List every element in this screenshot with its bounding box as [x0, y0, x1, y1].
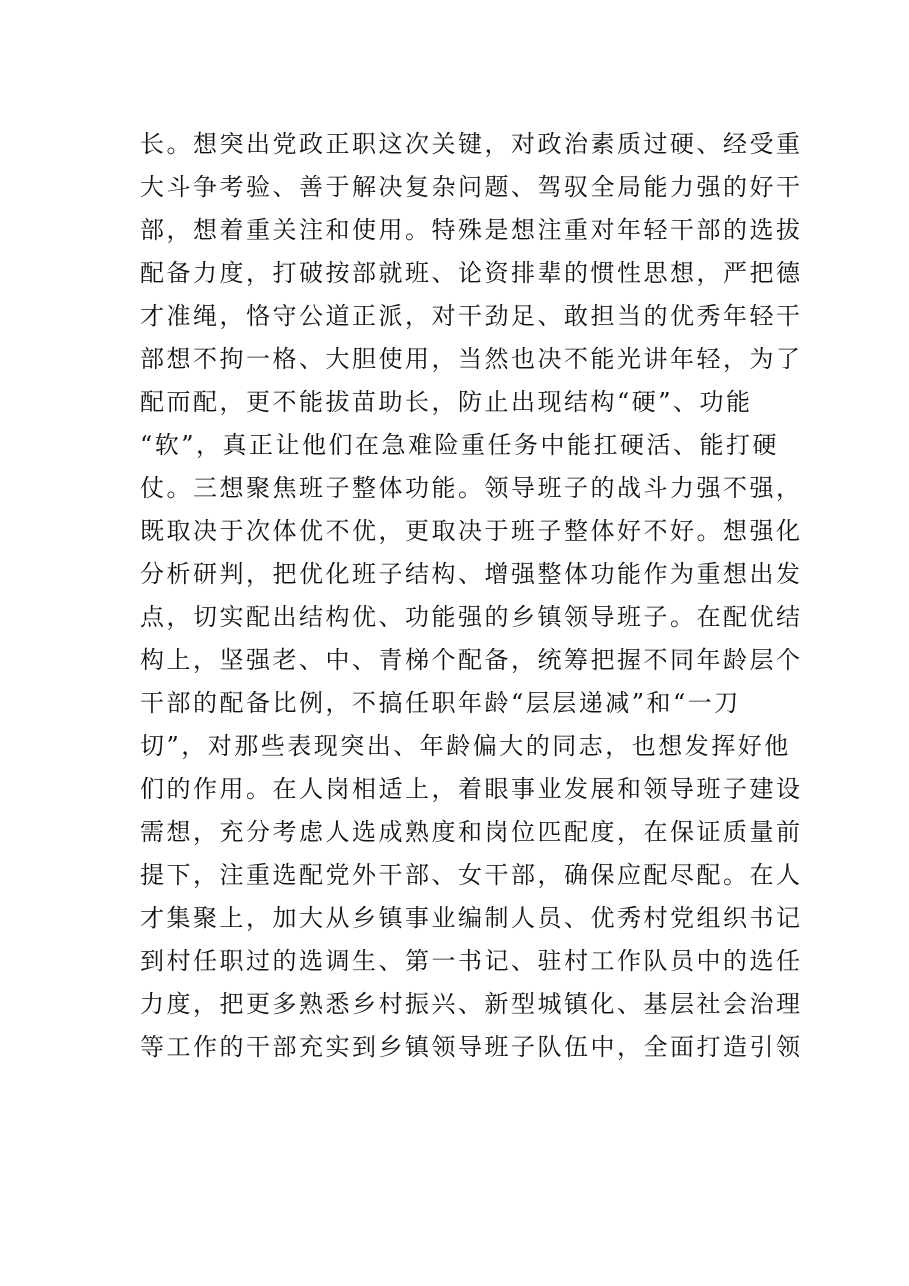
text-line: “软”，真正让他们在急难险重任务中能扛硬活、能打硬: [140, 431, 780, 459]
text-line: 干部的配备比例，不搞任职年龄“层层递减”和“一刀: [140, 689, 741, 717]
text-line: 力度，把更多熟悉乡村振兴、新型城镇化、基层社会治理: [140, 990, 803, 1018]
text-line: 才准绳，恪守公道正派，对干劲足、敢担当的优秀年轻干: [140, 302, 803, 330]
text-line: 部，想着重关注和使用。特殊是想注重对年轻干部的选拔: [140, 216, 803, 244]
text-line: 需想，充分考虑人选成熟度和岗位匹配度，在保证质量前: [140, 818, 803, 846]
text-line: 既取决于次体优不优，更取决于班子整体好不好。想强化: [140, 517, 803, 545]
text-line: 大斗争考验、善于解决复杂问题、驾驭全局能力强的好干: [140, 173, 803, 201]
text-line: 部想不拘一格、大胆使用，当然也决不能光讲年轻，为了: [140, 345, 803, 373]
text-line: 提下，注重选配党外干部、女干部，确保应配尽配。在人: [140, 861, 803, 889]
text-line: 点，切实配出结构优、功能强的乡镇领导班子。在配优结: [140, 603, 803, 631]
text-line: 切”，对那些表现突出、年龄偏大的同志，也想发挥好他: [140, 732, 791, 760]
text-line: 们的作用。在人岗相适上，着眼事业发展和领导班子建设: [140, 775, 803, 803]
text-line: 配而配，更不能拔苗助长，防止出现结构“硬”、功能: [140, 388, 753, 416]
text-line: 仗。三想聚焦班子整体功能。领导班子的战斗力强不强，: [140, 474, 803, 502]
text-line: 构上，坚强老、中、青梯个配备，统筹把握不同年龄层个: [140, 646, 803, 674]
text-line: 长。想突出党政正职这次关键，对政治素质过硬、经受重: [140, 130, 803, 158]
text-line: 到村任职过的选调生、第一书记、驻村工作队员中的选任: [140, 947, 803, 975]
text-line: 等工作的干部充实到乡镇领导班子队伍中，全面打造引领: [140, 1033, 803, 1061]
text-line: 才集聚上，加大从乡镇事业编制人员、优秀村党组织书记: [140, 904, 803, 932]
text-line: 分析研判，把优化班子结构、增强整体功能作为重想出发: [140, 560, 803, 588]
body-text: [140, 123, 803, 1069]
text-line: 配备力度，打破按部就班、论资排辈的惯性思想，严把德: [140, 259, 803, 287]
